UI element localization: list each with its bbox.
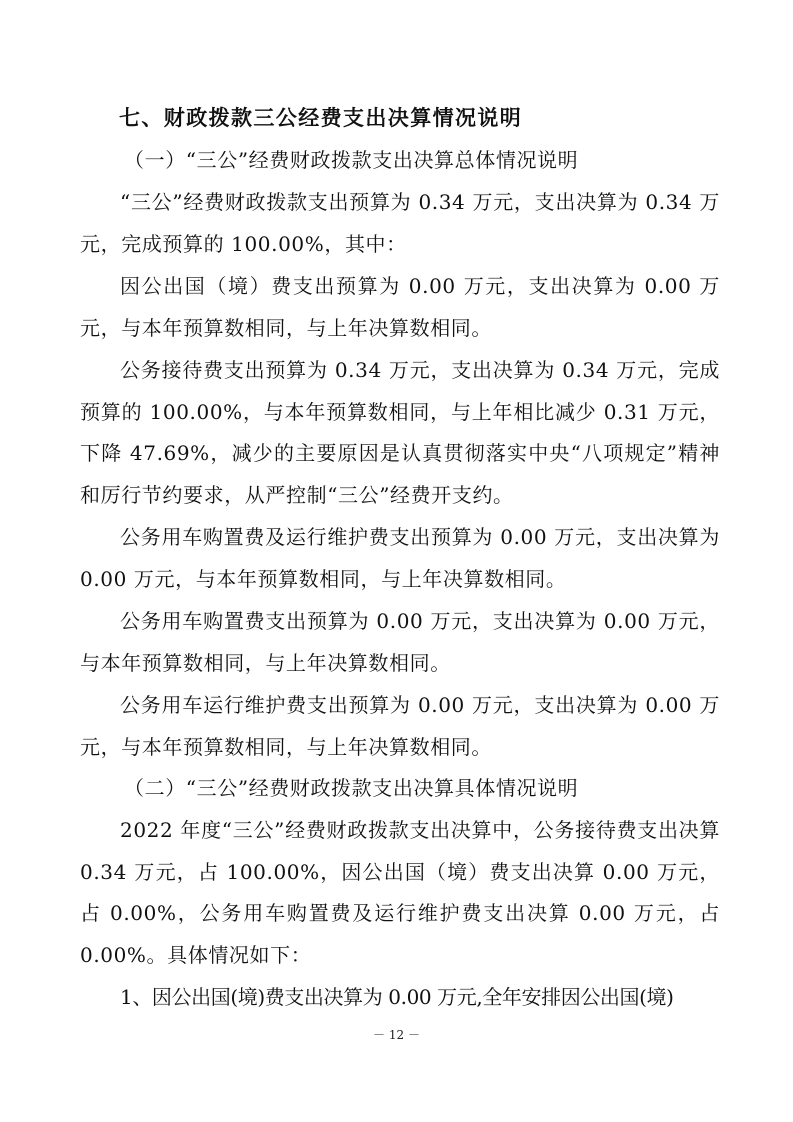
subsection-heading-details: （二）“三公”经费财政拨款支出决算具体情况说明: [124, 776, 579, 800]
paragraph-item-1: [80, 977, 720, 1019]
paragraph-breakdown: 2022 年度“三公”经费财政拨款支出决算中，公务接待费支出决算 0.34 万元，占 100.00%，因公出国（境）费支出决算 0.00 万元，占 0.00%，公务用车购置费及运行维护费支出决算 0.00 万元，占 0.00%。具体情况如下：: [80, 818, 720, 967]
item-1-text: 1、因公出国(境)费支出决算为 0.00 万元,全年安排因公出国(境): [120, 985, 674, 1009]
section-title: 七、财政拨款三公经费支出决算情况说明: [119, 106, 523, 130]
page-number: － 12 －: [373, 1028, 420, 1042]
paragraph-vehicle-maintenance: 公务用车运行维护费支出预算为 0.00 万元，支出决算为 0.00 万元，与本年预算数相同，与上年决算数相同。: [80, 693, 720, 759]
subsection-heading-overall: （一）“三公”经费财政拨款支出决算总体情况说明: [124, 148, 579, 172]
paragraph-summary: “三公”经费财政拨款支出预算为 0.34 万元，支出决算为 0.34 万元，完成预算的 100.00%，其中：: [80, 190, 720, 256]
paragraph-vehicle-purchase: 公务用车购置费支出预算为 0.00 万元，支出决算为 0.00 万元，与本年预算数相同，与上年决算数相同。: [80, 609, 720, 675]
paragraph-reception: 公务接待费支出预算为 0.34 万元，支出决算为 0.34 万元，完成预算的 100.00%，与本年预算数相同，与上年相比减少 0.31 万元，下降 47.69%，减少的主要原因是认真贯彻落实中央“八项规定”精神和厉行节约要求，从严控制“三公”经费开支约。: [80, 358, 720, 507]
paragraph-abroad: 因公出国（境）费支出预算为 0.00 万元，支出决算为 0.00 万元，与本年预算数相同，与上年决算数相同。: [80, 274, 720, 340]
paragraph-vehicle-total: 公务用车购置费及运行维护费支出预算为 0.00 万元，支出决算为 0.00 万元，与本年预算数相同，与上年决算数相同。: [80, 525, 720, 591]
